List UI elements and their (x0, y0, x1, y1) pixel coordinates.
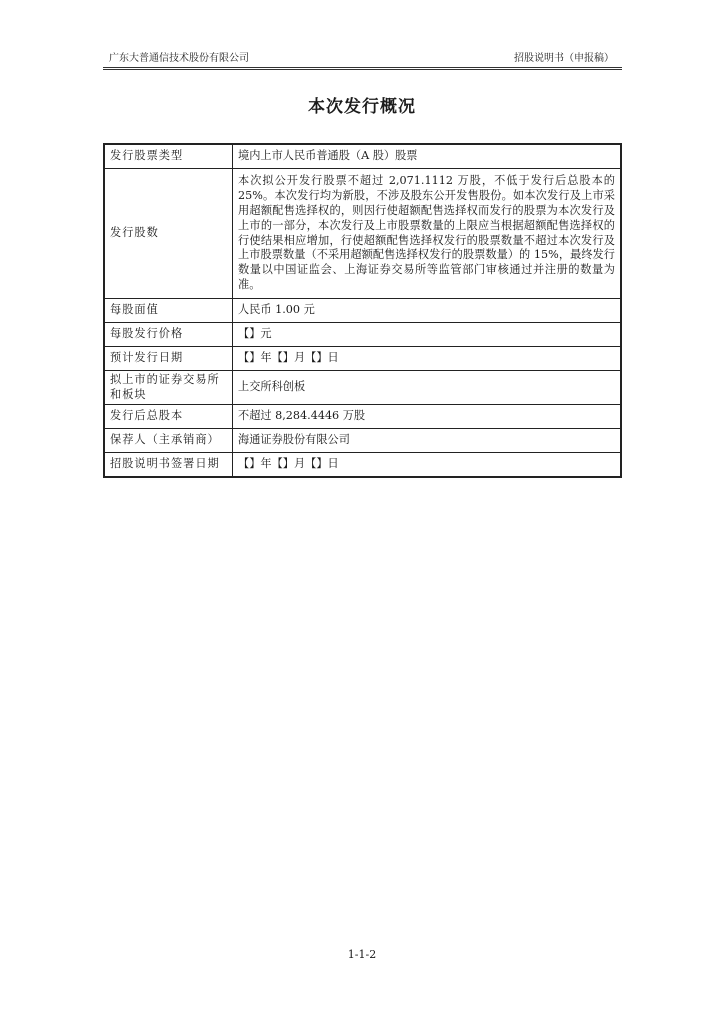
table-row (104, 169, 621, 299)
row-value: 海通证券股份有限公司 (233, 429, 622, 453)
table-row (104, 323, 621, 347)
row-value: 【】元 (233, 323, 622, 347)
table-row (104, 453, 621, 478)
row-label: 每股面值 (104, 299, 233, 323)
document-type: 招股说明书（申报稿） (514, 53, 614, 64)
page-title: 本次发行概况 (308, 97, 416, 117)
row-value: 上交所科创板 (233, 371, 622, 405)
page-number: 1-1-2 (347, 948, 377, 961)
row-value: 本次拟公开发行股票不超过 2,071.1112 万股，不低于发行后总股本的 25%。本次发行均为新股，不涉及股东公开发售股份。如本次发行及上市采用超额配售选择权的，则因行使超额配售选择权而发行的股票为本次发行及上市的一部分，本次发行及上市股票数量的上限应当根据超额配售选择权的行使结果相应增加，行使超额配售选择权发行的股票数量不超过本次发行及上市股票数量（不采用超额配售选择权发行的股票数量）的 15%，最终发行数量以中国证监会、上海证券交易所等监管部门审核通过并注册的数量为准。 (233, 169, 622, 299)
row-value: 【】年【】月【】日 (233, 453, 622, 478)
offering-overview-table (103, 143, 622, 478)
table-row (104, 144, 621, 169)
row-label: 保荐人（主承销商） (104, 429, 233, 453)
row-label: 发行股票类型 (104, 144, 233, 169)
row-label: 发行股数 (104, 169, 233, 299)
page-header (103, 52, 622, 66)
header-rule (103, 67, 622, 68)
table-row (104, 347, 621, 371)
row-label: 每股发行价格 (104, 323, 233, 347)
table-row (104, 371, 621, 405)
company-name: 广东大普通信技术股份有限公司 (109, 53, 249, 64)
table-row (104, 405, 621, 429)
header-rule-secondary (103, 69, 622, 70)
row-value: 境内上市人民币普通股（A 股）股票 (233, 144, 622, 169)
row-value: 不超过 8,284.4446 万股 (233, 405, 622, 429)
row-label: 预计发行日期 (104, 347, 233, 371)
row-value: 【】年【】月【】日 (233, 347, 622, 371)
row-label: 发行后总股本 (104, 405, 233, 429)
table-row (104, 429, 621, 453)
row-label: 招股说明书签署日期 (104, 453, 233, 478)
table-row (104, 299, 621, 323)
row-value: 人民币 1.00 元 (233, 299, 622, 323)
row-label: 拟上市的证券交易所和板块 (104, 371, 233, 405)
